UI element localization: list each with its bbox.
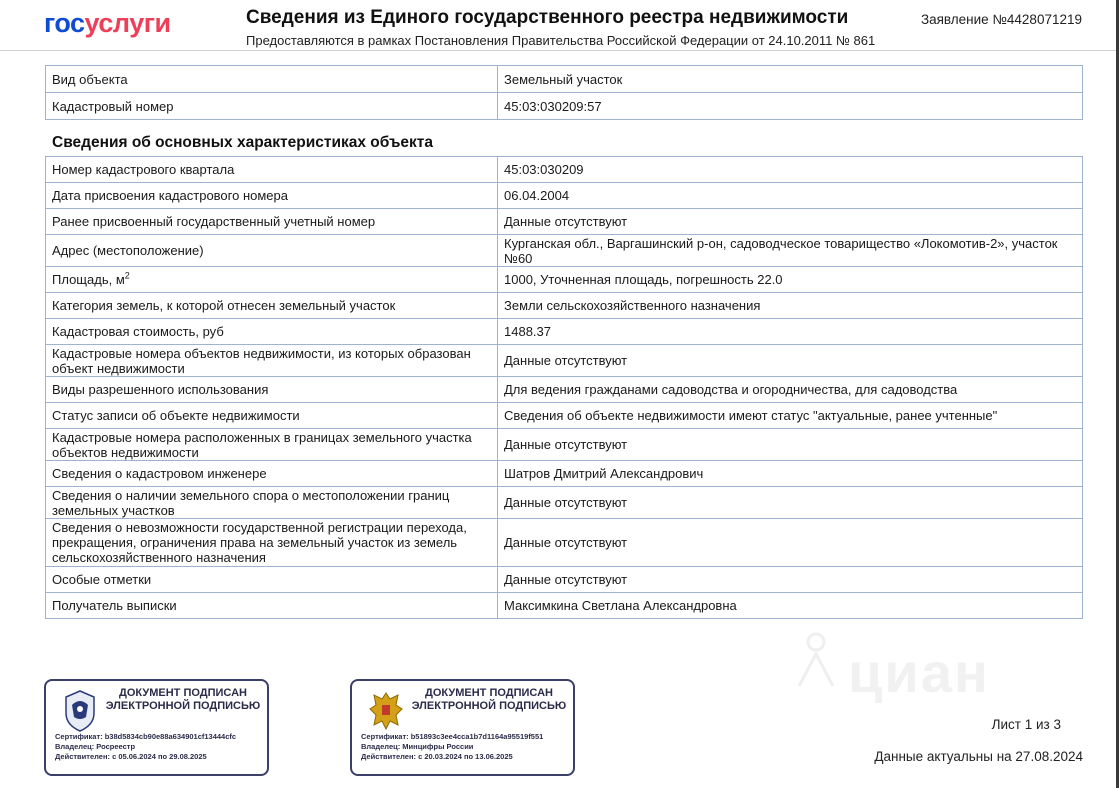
logo-text-gos: гос xyxy=(44,8,85,38)
row-value: Данные отсутствуют xyxy=(498,429,1083,461)
row-value: Земли сельскохозяйственного назначения xyxy=(498,293,1083,319)
row-value: Данные отсутствуют xyxy=(498,209,1083,235)
stamp-owner: Владелец: Росреестр xyxy=(55,742,136,751)
row-label: Категория земель, к которой отнесен земельный участок xyxy=(46,293,498,319)
area-label: Площадь, м xyxy=(52,272,125,287)
table-row xyxy=(46,93,1083,120)
document-title: Сведения из Единого государственного реестра недвижимости xyxy=(246,7,849,28)
header-divider xyxy=(0,50,1116,51)
data-actual-date: Данные актуальны на 27.08.2024 xyxy=(874,749,1083,764)
table-row xyxy=(46,519,1083,567)
row-label: Сведения о наличии земельного спора о местоположении границ земельных участков xyxy=(46,487,498,519)
row-value: Земельный участок xyxy=(498,66,1083,93)
row-label: Дата присвоения кадастрового номера xyxy=(46,183,498,209)
row-label: Кадастровые номера объектов недвижимости, из которых образован объект недвижимости xyxy=(46,345,498,377)
logo-text-uslugi: услуги xyxy=(84,8,171,38)
table-row xyxy=(46,567,1083,593)
table-row xyxy=(46,593,1083,619)
row-label: Номер кадастрового квартала xyxy=(46,157,498,183)
row-value: Данные отсутствуют xyxy=(498,345,1083,377)
row-value: Сведения об объекте недвижимости имеют статус "актуальные, ранее учтенные" xyxy=(498,403,1083,429)
row-label: Кадастровая стоимость, руб xyxy=(46,319,498,345)
row-value: Данные отсутствуют xyxy=(498,567,1083,593)
table-row xyxy=(46,293,1083,319)
row-label: Сведения о невозможности государственной регистрации перехода, прекращения, ограничения права на земельный участок из земель сельскохозяйственного назначения xyxy=(46,519,498,567)
table-row xyxy=(46,66,1083,93)
stamp-validity: Действителен: с 20.03.2024 по 13.06.2025 xyxy=(361,752,513,761)
table-row xyxy=(46,429,1083,461)
table-row xyxy=(46,183,1083,209)
table-row xyxy=(46,487,1083,519)
row-value: Максимкина Светлана Александровна xyxy=(498,593,1083,619)
area-unit-superscript: 2 xyxy=(124,270,130,281)
row-value: Данные отсутствуют xyxy=(498,519,1083,567)
stamp-title: ДОКУМЕНТ ПОДПИСАН ЭЛЕКТРОННОЙ ПОДПИСЬЮ xyxy=(411,687,567,712)
section-title: Сведения об основных характеристиках объекта xyxy=(52,134,434,151)
stamp-owner: Владелец: Минцифры России xyxy=(361,742,474,751)
row-label: Кадастровый номер xyxy=(46,93,498,120)
stamp-validity: Действителен: с 05.06.2024 по 29.08.2025 xyxy=(55,752,207,761)
characteristics-table xyxy=(45,156,1083,619)
row-label: Ранее присвоенный государственный учетный номер xyxy=(46,209,498,235)
row-value: 1488.37 xyxy=(498,319,1083,345)
page-counter: Лист 1 из 3 xyxy=(991,717,1061,732)
russian-coat-of-arms-icon xyxy=(366,687,406,733)
object-table xyxy=(45,65,1083,120)
gosuslugi-logo xyxy=(44,8,171,39)
table-row xyxy=(46,157,1083,183)
cian-watermark-icon xyxy=(795,632,837,688)
signature-stamp-rosreestr xyxy=(44,679,269,776)
signature-stamp-mintsifry xyxy=(350,679,575,776)
row-value: Курганская обл., Варгашинский р-он, садоводческое товарищество «Локомотив-2», участок №60 xyxy=(498,235,1083,267)
row-value: Данные отсутствуют xyxy=(498,487,1083,519)
table-row xyxy=(46,235,1083,267)
row-label: Статус записи об объекте недвижимости xyxy=(46,403,498,429)
table-row xyxy=(46,267,1083,293)
row-label: Особые отметки xyxy=(46,567,498,593)
row-label: Получатель выписки xyxy=(46,593,498,619)
row-label: Сведения о кадастровом инженере xyxy=(46,461,498,487)
row-label: Виды разрешенного использования xyxy=(46,377,498,403)
table-row xyxy=(46,461,1083,487)
row-label xyxy=(46,267,498,293)
document-subtitle: Предоставляются в рамках Постановления Правительства Российской Федерации от 24.10.2011 № 861 xyxy=(246,33,876,48)
row-value: Для ведения гражданами садоводства и огородничества, для садоводства xyxy=(498,377,1083,403)
table-row xyxy=(46,319,1083,345)
row-value: 06.04.2004 xyxy=(498,183,1083,209)
application-number: Заявление №4428071219 xyxy=(920,12,1082,27)
row-value: 1000, Уточненная площадь, погрешность 22.0 xyxy=(498,267,1083,293)
table-row xyxy=(46,209,1083,235)
table-row xyxy=(46,345,1083,377)
table-row xyxy=(46,403,1083,429)
row-value: 45:03:030209 xyxy=(498,157,1083,183)
cian-watermark: циан xyxy=(848,641,990,704)
row-label: Адрес (местоположение) xyxy=(46,235,498,267)
row-value: 45:03:030209:57 xyxy=(498,93,1083,120)
row-label: Кадастровые номера расположенных в границах земельного участка объектов недвижимости xyxy=(46,429,498,461)
stamp-title: ДОКУМЕНТ ПОДПИСАН ЭЛЕКТРОННОЙ ПОДПИСЬЮ xyxy=(105,687,261,712)
stamp-certificate: Сертификат: b38d5834cb90e88a634901cf13444cfc xyxy=(55,732,237,741)
row-label: Вид объекта xyxy=(46,66,498,93)
row-value: Шатров Дмитрий Александрович xyxy=(498,461,1083,487)
rosreestr-emblem-icon xyxy=(60,687,100,733)
stamp-certificate: Сертификат: b51893c3ee4cca1b7d1164a95519f551 xyxy=(361,732,544,741)
table-row xyxy=(46,377,1083,403)
